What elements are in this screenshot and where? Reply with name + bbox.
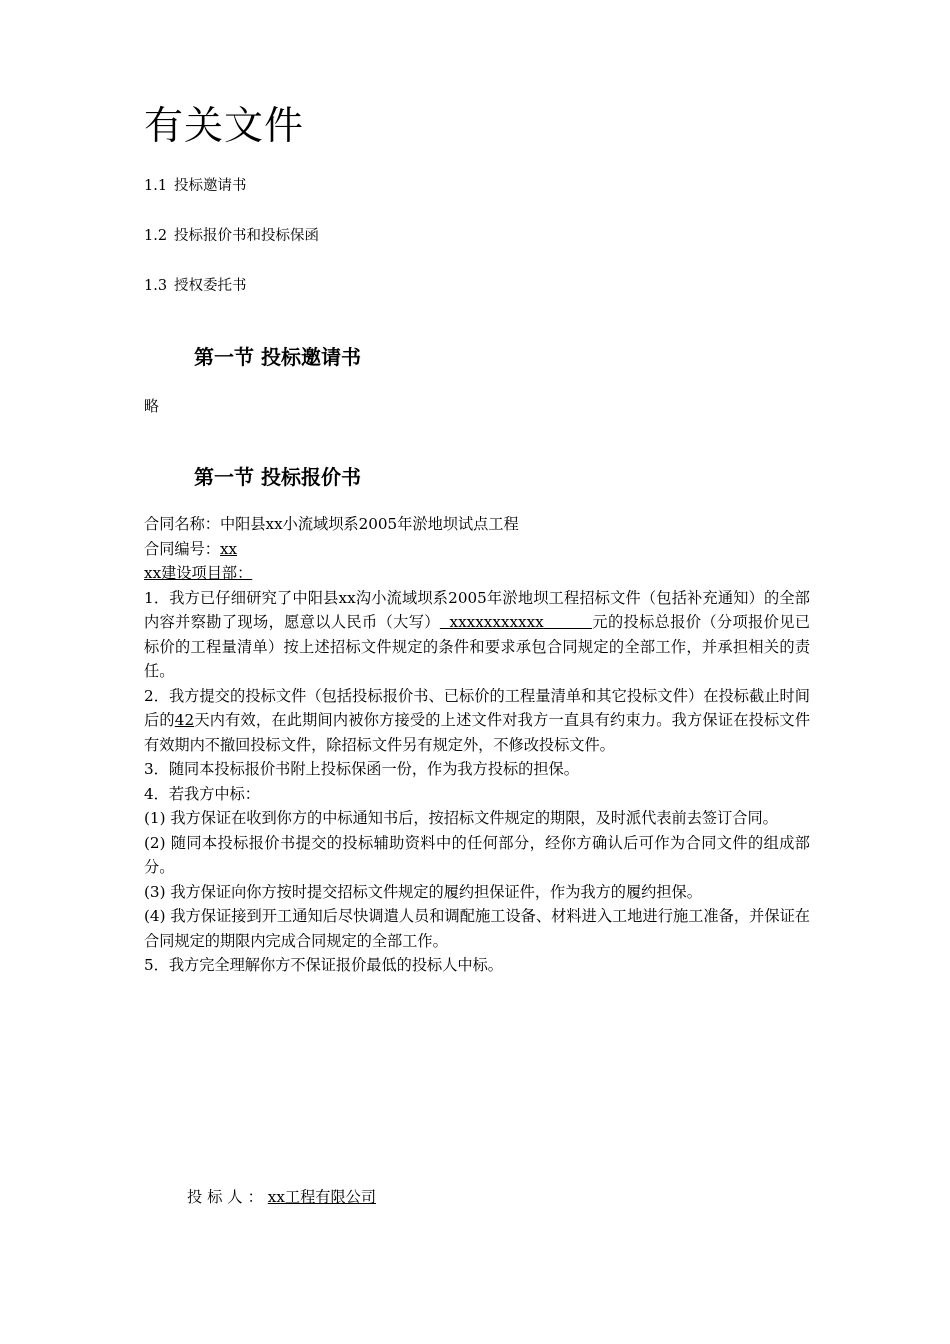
toc-text: 授权委托书 [174,278,247,294]
paragraph-1-text-b: 元的投标总报价（分项报价见已标价的工程量清单）按上述招标文件规定的条件和要求承包合同规定的全部工作，并承担相关的责任。 [144,613,811,680]
bidder-name: xx工程有限公司 [267,1188,377,1206]
paragraph-2-text-a: 2．我方提交的投标文件（包括投标报价书、已标价的工程量清单和其它投标文件）在投标截止时间后的 [144,686,810,729]
paragraph-1-text-a: 1．我方已仔细研究了中阳县xx沟小流域坝系2005年淤地坝工程招标文件（包括补充通知）的全部内容并察勘了现场，愿意以人民币（大写） [144,588,810,631]
section-heading-bid-letter: 第一节 投标报价书 [194,465,361,489]
section-content-omitted: 略 [144,397,160,415]
recipient-line [144,561,810,586]
paragraph-3: 3．随同本投标报价书附上投标保函一份，作为我方投标的担保。 [144,760,579,778]
paragraph-2-text-b: 天内有效，在此期间内被你方接受的上述文件对我方一直具有约束力。我方保证在投标文件有效期内不撤回投标文件，除招标文件另有规定外，不修改投标文件。 [144,711,811,754]
contract-no: xx [219,539,238,558]
validity-days: 42 [174,711,195,729]
paragraph-4-1: (1) 我方保证在收到你方的中标通知书后，按招标文件规定的期限，及时派代表前去签订合同。 [144,809,778,827]
paragraph-2 [144,684,810,758]
toc-text: 投标邀请书 [174,178,247,194]
toc-item [144,176,247,196]
bid-letter-body [144,512,810,978]
section-heading-invitation: 第一节 投标邀请书 [194,345,361,369]
toc-number: 1.1 [144,178,168,194]
contract-name-label: 合同名称： [144,515,220,533]
paragraph-1 [144,586,810,684]
toc-text: 投标报价书和投标保函 [174,228,319,244]
contract-name-line [144,512,810,537]
toc-item [144,276,247,296]
paragraph-4-4: (4) 我方保证接到开工通知后尽快调遣人员和调配施工设备、材料进入工地进行施工准备，并保证在合同规定的期限内完成合同规定的全部工作。 [144,907,810,950]
bid-amount: xxxxxxxxxxx [449,613,544,631]
contract-name: 中阳县xx小流域坝系2005年淤地坝试点工程 [219,515,519,533]
document-title: 有关文件 [144,104,305,149]
contract-no-line [144,537,810,562]
toc-number: 1.2 [144,228,168,244]
recipient: xx建设项目部： [144,564,253,582]
paragraph-4: 4．若我方中标： [144,784,260,803]
paragraph-5: 5．我方完全理解你方不保证报价最低的投标人中标。 [144,956,503,974]
bidder-label: 投标人： [187,1188,268,1206]
contract-no-label: 合同编号： [144,539,220,558]
paragraph-4-3: (3) 我方保证向你方按时提交招标文件规定的履约担保证件，作为我方的履约担保。 [144,882,702,901]
toc-item [144,226,319,246]
paragraph-4-2: (2) 随同本投标报价书提交的投标辅助资料中的任何部分，经你方确认后可作为合同文件的组成部分。 [144,833,810,876]
toc-number: 1.3 [144,278,168,294]
bidder-signature-line [187,1186,376,1208]
